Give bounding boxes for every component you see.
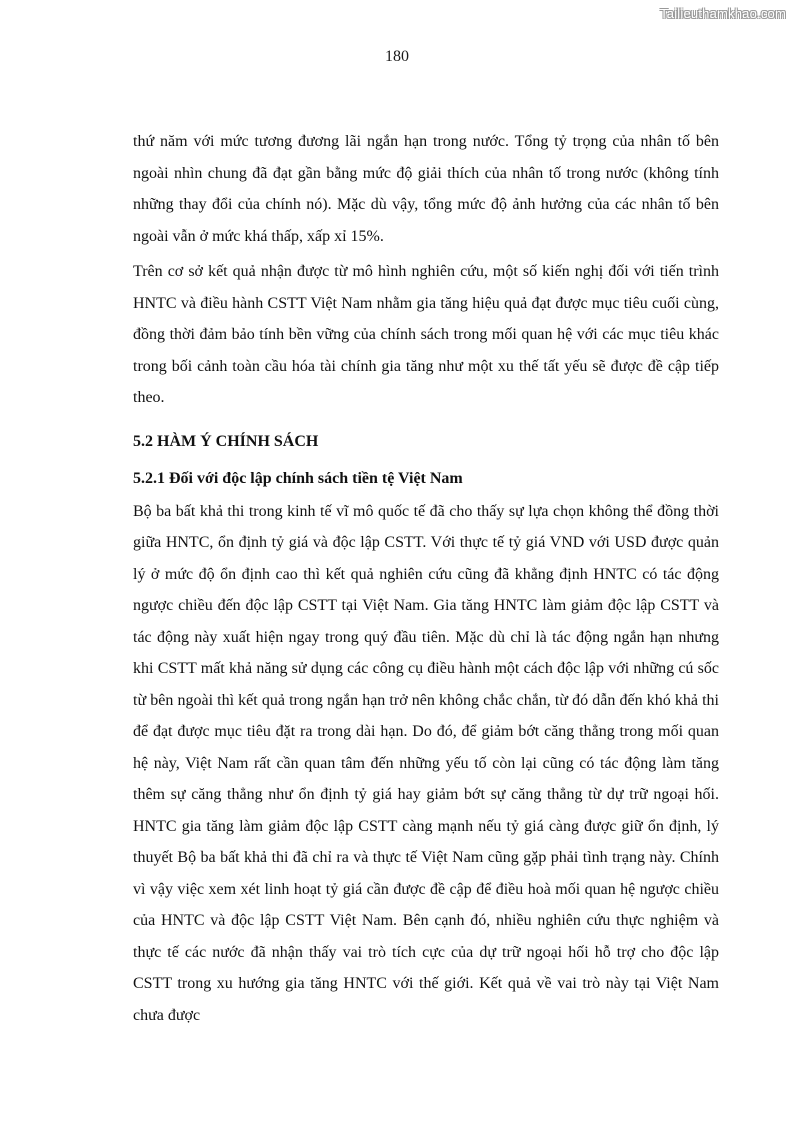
section-heading: 5.2 HÀM Ý CHÍNH SÁCH [133,432,319,450]
paragraph-2: Trên cơ sở kết quả nhận được từ mô hình nghiên cứu, một số kiến nghị đối với tiến trình HNTC và điều hành CSTT Việt Nam nhằm gia tăng hiệu quả đạt được mục tiêu cuối cùng, đồng thời đảm bảo tính bền vững của chính sách trong mối quan hệ với các mục tiêu khác trong bối cảnh toàn cầu hóa tài chính gia tăng như một xu thế tất yếu sẽ được đề cập tiếp theo. [133,263,719,406]
paragraph-3: Bộ ba bất khả thi trong kinh tế vĩ mô quốc tế đã cho thấy sự lựa chọn không thể đồng thời giữa HNTC, ổn định tỷ giá và độc lập CSTT. Với thực tế tỷ giá VND với USD được quản lý ở mức độ ổn định cao thì kết quả nghiên cứu cũng đã khẳng định HNTC có tác động ngược chiều đến độc lập CSTT tại Việt Nam. Gia tăng HNTC làm giảm độc lập CSTT và tác động này xuất hiện ngay trong quý đầu tiên. Mặc dù chỉ là tác động ngắn hạn nhưng khi CSTT mất khả năng sử dụng các công cụ điều hành một cách độc lập với những cú sốc từ bên ngoài thì kết quả trong ngắn hạn trở nên không chắc chắn, từ đó dẫn đến khó khả thi để đạt được mục tiêu đặt ra trong dài hạn. Do đó, để giảm bớt căng thẳng trong mối quan hệ này, Việt Nam rất cần quan tâm đến những yếu tố còn lại cũng có tác động làm tăng thêm sự căng thẳng như ổn định tỷ giá hay giảm bớt sự căng thẳng từ dự trữ ngoại hối. HNTC gia tăng làm giảm độc lập CSTT càng mạnh nếu tỷ giá càng được giữ ổn định, lý thuyết Bộ ba bất khả thi đã chỉ ra và thực tế Việt Nam cũng gặp phải tình trạng này. Chính vì vậy việc xem xét linh hoạt tỷ giá cần được đề cập để điều hoà mối quan hệ ngược chiều của HNTC và độc lập CSTT Việt Nam. Bên cạnh đó, nhiều nghiên cứu thực nghiệm và thực tế các nước đã nhận thấy vai trò tích cực của dự trữ ngoại hối hỗ trợ cho độc lập CSTT trong xu hướng gia tăng HNTC với thế giới. Kết quả về vai trò này tại Việt Nam chưa được [133,502,719,1024]
subsection-heading: 5.2.1 Đối với độc lập chính sách tiền tệ Việt Nam [133,469,463,487]
page-number: 180 [385,48,409,65]
paragraph-1: thứ năm với mức tương đương lãi ngắn hạn trong nước. Tổng tỷ trọng của nhân tố bên ngoài nhìn chung đã đạt gần bằng mức độ giải thích của nhân tố trong nước (không tính những thay đổi của chính nó). Mặc dù vậy, tổng mức độ ảnh hưởng của các nhân tố bên ngoài vẫn ở mức khá thấp, xấp xỉ 15%. [133,133,719,245]
document-body [133,126,719,1031]
watermark: Tailieuthamkhao.com [660,6,786,21]
